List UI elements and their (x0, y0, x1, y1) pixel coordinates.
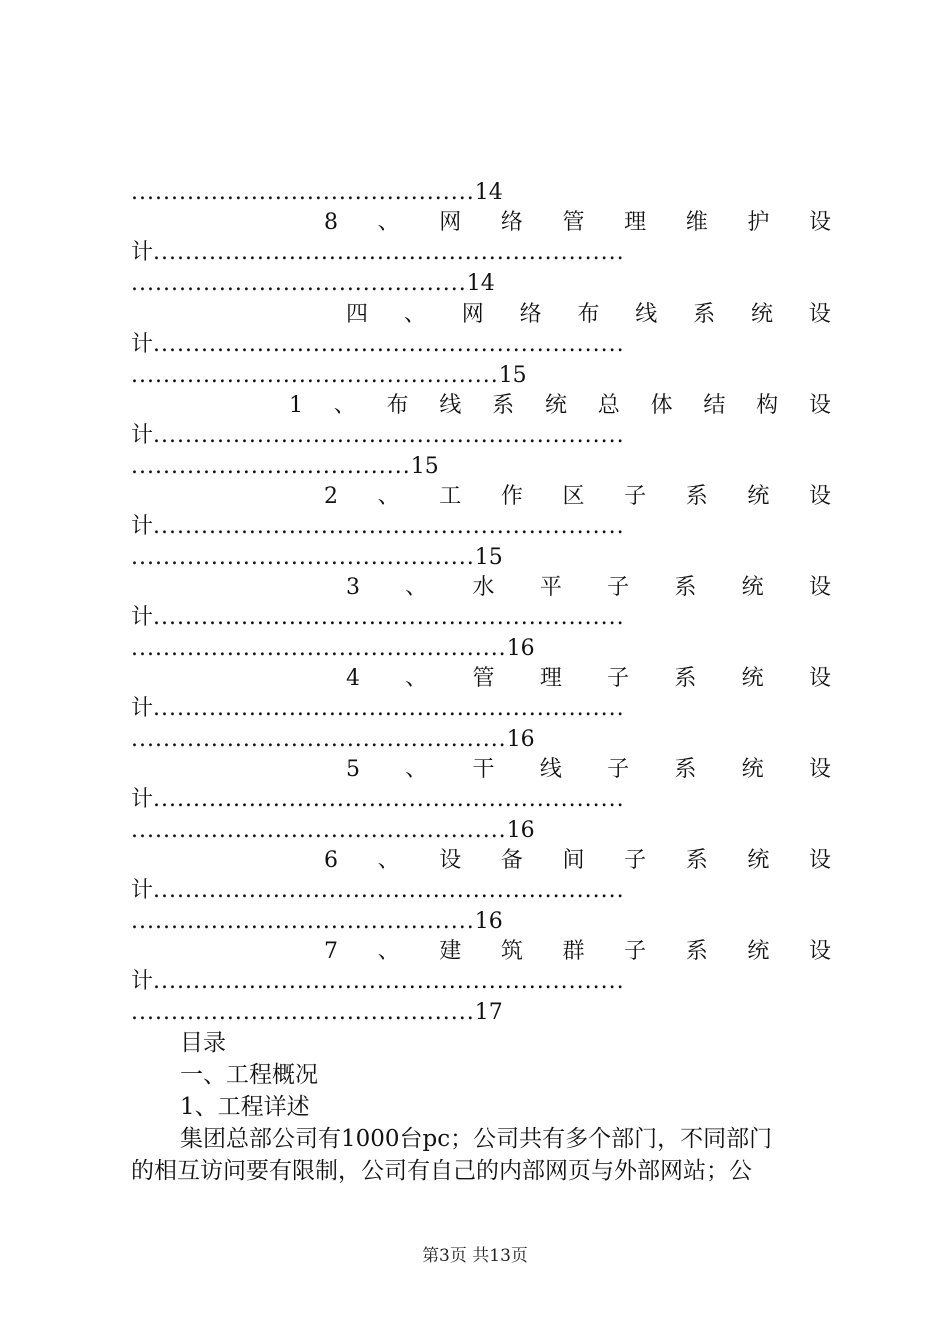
toc-title-char: 、 (333, 393, 356, 418)
toc-entry-leader (131, 967, 831, 997)
toc-page-number: 14 (474, 180, 503, 205)
toc-leader-dots: ........................................................... (153, 332, 625, 357)
toc-entry-title (324, 482, 831, 512)
toc-leader-dots: ........................................................... (153, 605, 625, 630)
toc-title-char: 统 (751, 302, 774, 327)
toc-title-char: 5 (346, 757, 360, 782)
toc-title-char: 工 (439, 484, 462, 509)
toc-title-char: 统 (747, 484, 770, 509)
paragraph-line: 集团总部公司有1000台pc；公司共有多个部门，不同部门 (180, 1126, 773, 1152)
toc-title-char: 设 (808, 484, 831, 509)
toc-entry-tail (131, 361, 831, 391)
toc-title-char: 筑 (500, 939, 523, 964)
toc-title-char: 管 (562, 210, 585, 235)
toc-leader-dots: .......................................... (131, 271, 467, 296)
toc-title-char: 2 (324, 484, 338, 509)
toc-page-number: 16 (506, 818, 535, 843)
toc-title-char: 线 (635, 302, 658, 327)
toc-leader-dots: ........................................................... (153, 514, 625, 539)
toc-title-char: 、 (405, 757, 428, 782)
toc-title-char: 水 (472, 575, 495, 600)
page-footer: 第3页 共13页 (422, 1246, 528, 1266)
paragraph-line: 的相互访问要有限制，公司有自己的内部网页与外部网站；公 (131, 1158, 752, 1184)
toc-title-char: 设 (808, 210, 831, 235)
toc-leader-dots: ........................................... (131, 180, 475, 205)
toc-entry-leader (131, 694, 831, 724)
toc-title-char: 体 (650, 393, 673, 418)
toc-title-char: 设 (808, 666, 831, 691)
toc-title-char: 、 (405, 575, 428, 600)
toc-title-end: 计 (131, 605, 154, 630)
toc-title-char: 、 (377, 484, 400, 509)
toc-page-number: 17 (474, 1000, 503, 1025)
toc-title-char: 四 (346, 302, 369, 327)
toc-title-char: 子 (607, 757, 630, 782)
toc-leader-dots: ........................................................... (153, 969, 625, 994)
toc-title-char: 护 (747, 210, 770, 235)
toc-entry-leader (131, 512, 831, 542)
toc-entry-leader (131, 330, 831, 360)
toc-leader-dots: ........................................... (131, 545, 475, 570)
toc-title-char: 、 (377, 210, 400, 235)
toc-entry-tail (131, 634, 831, 664)
toc-entry-tail (131, 816, 831, 846)
toc-title-char: 子 (607, 575, 630, 600)
toc-title-char: 统 (747, 939, 770, 964)
toc-page-number: 15 (474, 545, 503, 570)
toc-title-char: 系 (674, 666, 697, 691)
toc-title-char: 统 (544, 393, 567, 418)
toc-title-char: 构 (756, 393, 779, 418)
toc-title-char: 维 (685, 210, 708, 235)
toc-title-char: 系 (685, 939, 708, 964)
toc-title-char: 子 (624, 484, 647, 509)
toc-title-char: 统 (747, 848, 770, 873)
toc-entry-title (346, 664, 831, 694)
section-heading: 一、工程概况 (180, 1062, 318, 1088)
toc-entry-leader (131, 876, 831, 906)
toc-page-number: 16 (506, 636, 535, 661)
toc-leader-dots: ........................................... (131, 1000, 475, 1025)
toc-entry-leader (131, 421, 831, 451)
toc-entry-title (324, 208, 831, 238)
toc-leader-dots: ................................... (131, 454, 411, 479)
toc-title-char: 系 (693, 302, 716, 327)
toc-title-char: 设 (808, 848, 831, 873)
toc-title-char: 布 (577, 302, 600, 327)
toc-title-char: 统 (741, 575, 764, 600)
toc-title-char: 子 (624, 848, 647, 873)
toc-entry-tail (131, 907, 831, 937)
toc-title-char: 统 (741, 666, 764, 691)
toc-title-end: 计 (131, 332, 154, 357)
toc-title-char: 、 (405, 666, 428, 691)
toc-title-char: 设 (808, 757, 831, 782)
toc-entry-title (289, 391, 831, 421)
toc-title-end: 计 (131, 240, 154, 265)
toc-entry-leader (131, 238, 831, 268)
toc-title-char: 系 (685, 848, 708, 873)
toc-page-number: 15 (410, 454, 439, 479)
toc-title-end: 计 (131, 787, 154, 812)
toc-leader-dots: ............................................... (131, 818, 507, 843)
toc-entry-title (324, 937, 831, 967)
toc-entry-title (346, 755, 831, 785)
toc-entry-tail (131, 269, 831, 299)
toc-title-char: 总 (597, 393, 620, 418)
toc-title-char: 4 (346, 666, 360, 691)
toc-title-char: 区 (562, 484, 585, 509)
toc-title-char: 建 (439, 939, 462, 964)
toc-title-char: 备 (500, 848, 523, 873)
toc-leader-dots: ............................................... (131, 636, 507, 661)
toc-title-char: 网 (461, 302, 484, 327)
toc-page-number: 16 (506, 727, 535, 752)
toc-title-char: 、 (403, 302, 426, 327)
toc-entry-tail (131, 452, 831, 482)
toc-title-end: 计 (131, 969, 154, 994)
toc-title-char: 设 (808, 575, 831, 600)
toc-entry-title (346, 573, 831, 603)
toc-page-number: 14 (466, 271, 495, 296)
toc-title-char: 设 (808, 393, 831, 418)
toc-title-char: 系 (685, 484, 708, 509)
toc-title-char: 线 (539, 757, 562, 782)
toc-title-char: 管 (472, 666, 495, 691)
toc-title-char: 理 (539, 666, 562, 691)
toc-title-char: 系 (674, 757, 697, 782)
toc-title-char: 干 (472, 757, 495, 782)
toc-title-end: 计 (131, 514, 154, 539)
toc-entry-leader (131, 603, 831, 633)
toc-title-char: 系 (674, 575, 697, 600)
toc-title-char: 3 (346, 575, 360, 600)
toc-title-char: 络 (519, 302, 542, 327)
toc-title-char: 间 (562, 848, 585, 873)
toc-entry-tail (131, 543, 831, 573)
toc-title-char: 、 (377, 939, 400, 964)
toc-leader-dots: ........................................................... (153, 240, 625, 265)
toc-entry-tail (131, 725, 831, 755)
toc-title-char: 统 (741, 757, 764, 782)
toc-title-end: 计 (131, 696, 154, 721)
toc-leader-dots: ........................................................... (153, 696, 625, 721)
toc-title-char: 设 (808, 302, 831, 327)
toc-entry-tail (131, 178, 831, 208)
toc-label: 目录 (180, 1030, 226, 1056)
toc-page-number: 16 (474, 909, 503, 934)
toc-leader-dots: ........................................................... (153, 878, 625, 903)
toc-title-char: 布 (386, 393, 409, 418)
toc-leader-dots: ........................................................... (153, 787, 625, 812)
subsection-heading: 1、工程详述 (180, 1094, 310, 1120)
toc-leader-dots: ........................................... (131, 909, 475, 934)
toc-title-char: 网 (439, 210, 462, 235)
toc-title-char: 设 (808, 939, 831, 964)
toc-entry-title (324, 846, 831, 876)
toc-title-char: 子 (607, 666, 630, 691)
toc-title-char: 线 (439, 393, 462, 418)
toc-title-char: 平 (539, 575, 562, 600)
toc-title-char: 、 (377, 848, 400, 873)
toc-title-char: 1 (289, 393, 303, 418)
toc-title-char: 结 (703, 393, 726, 418)
toc-title-end: 计 (131, 423, 154, 448)
toc-title-char: 6 (324, 848, 338, 873)
toc-title-char: 理 (624, 210, 647, 235)
toc-entry-leader (131, 785, 831, 815)
toc-title-char: 设 (439, 848, 462, 873)
toc-title-char: 系 (492, 393, 515, 418)
toc-leader-dots: .............................................. (131, 363, 499, 388)
toc-title-char: 7 (324, 939, 338, 964)
toc-title-char: 群 (562, 939, 585, 964)
toc-title-end: 计 (131, 878, 154, 903)
toc-leader-dots: ............................................... (131, 727, 507, 752)
toc-title-char: 作 (500, 484, 523, 509)
toc-entry-tail (131, 998, 831, 1028)
toc-title-char: 子 (624, 939, 647, 964)
toc-title-char: 络 (500, 210, 523, 235)
toc-title-char: 8 (324, 210, 338, 235)
toc-entry-title (346, 300, 831, 330)
toc-leader-dots: ........................................................... (153, 423, 625, 448)
toc-page-number: 15 (498, 363, 527, 388)
